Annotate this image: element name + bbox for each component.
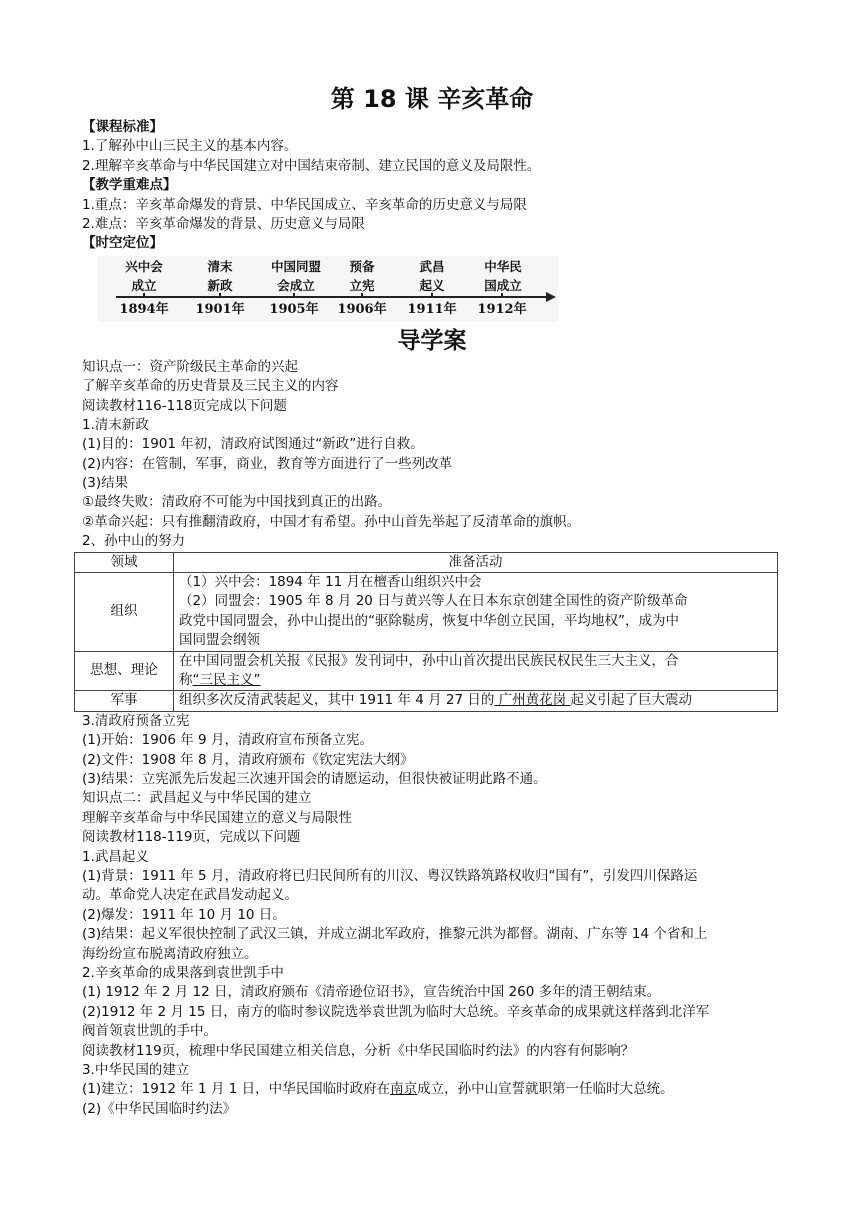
- fill-in-answer: 南京: [390, 1081, 418, 1098]
- fill-in-answer: “三民主义”: [192, 672, 261, 689]
- section-line: 阅读教材119页，梳理中华民国建立相关信息，分析《中华民国临时约法》的内容有何影响？: [82, 1042, 635, 1059]
- section-line: [82, 1080, 782, 1099]
- key-point-item: 1.重点：辛亥革命爆发的背景、中华民国成立、辛亥革命的历史意义与局限: [82, 196, 527, 213]
- table-field-cell: 组织: [75, 573, 174, 652]
- section-line: 海纷纷宣布脱离清政府独立。: [82, 945, 258, 962]
- section-line: (1)背景：1911 年 5 月，清政府将已归民间所有的川汉、粤汉铁路筑路权收归“国有”，引发四川保路运: [82, 868, 698, 885]
- section-line: 3.中华民国的建立: [82, 1061, 190, 1078]
- cell-text: 组织多次反清武装起义，其中 1911 年 4 月 27 日的: [179, 692, 495, 709]
- table-content-cell: [174, 651, 778, 691]
- timeline-event-label: 预备 立宪: [349, 258, 375, 293]
- section-line: (3)结果：立宪派先后发起三次速开国会的请愿运动，但很快被证明此路不通。: [82, 771, 547, 788]
- cell-line: （2）同盟会：1905 年 8 月 20 日与黄兴等人在日本东京创建全国性的资产阶级革命: [179, 593, 688, 610]
- section-line: (2)爆发：1911 年 10 月 10 日。: [82, 906, 286, 923]
- timeline-event-label: 清末 新政: [207, 258, 233, 293]
- section-line: 阀首领袁世凯的手中。: [82, 1023, 217, 1040]
- table-header-row: [75, 552, 778, 572]
- section-line: 1.武昌起义: [82, 848, 149, 865]
- key-points-heading: 【教学重难点】: [82, 177, 177, 194]
- key-point-item: 2.难点：辛亥革命爆发的背景、历史意义与局限: [82, 215, 365, 232]
- line-text: (1)建立：1912 年 1 月 1 日，中华民国临时政府在: [82, 1081, 391, 1098]
- section-line: (2)《中华民国临时约法》: [82, 1100, 237, 1117]
- section-line: (2)内容：在管制，军事，商业，教育等方面进行了一些列改革: [82, 455, 453, 472]
- section-line: ②革命兴起：只有推翻清政府，中国才有希望。孙中山首先举起了反清革命的旗帜。: [82, 513, 581, 530]
- timeline-heading: 【时空定位】: [82, 235, 163, 252]
- timeline-figure: [98, 256, 558, 322]
- cell-line: 国同盟会纲领: [179, 632, 260, 649]
- timeline-year: 1905年: [269, 301, 319, 317]
- section-line: 动。革命党人决定在武昌发动起义。: [82, 887, 298, 904]
- line-text: 成立，孙中山宣誓就职第一任临时大总统。: [417, 1081, 674, 1098]
- section-line: (1)目的：1901 年初，清政府试图通过“新政”进行自救。: [82, 436, 424, 453]
- cell-line: 政党中国同盟会，孙中山提出的“驱除鞑虏，恢复中华创立民国，平均地权”，成为中: [179, 612, 679, 629]
- section-two: [82, 712, 782, 1119]
- timeline-year: 1894年: [119, 301, 169, 317]
- sun-efforts-table: [74, 552, 778, 712]
- section-line: 知识点一：资产阶级民主革命的兴起: [82, 358, 298, 375]
- cell-line: [179, 671, 772, 690]
- section-line: 阅读教材116-118页完成以下问题: [82, 397, 287, 414]
- section-line: 知识点二：武昌起义与中华民国的建立: [82, 790, 312, 807]
- timeline-event-label: 兴中会 成立: [125, 258, 163, 293]
- section-line: 2.辛亥革命的成果落到袁世凯手中: [82, 964, 284, 981]
- timeline-year: 1906年: [337, 301, 387, 317]
- section-line: (1) 1912 年 2 月 12 日，清政府颁布《清帝逊位诏书》，宣告统治中国 260 多年的清王朝结束。: [82, 984, 661, 1001]
- cell-text: 起义引起了巨大震动: [570, 692, 692, 709]
- section-line: 1.清末新政: [82, 416, 149, 433]
- page-title: 第 18 课 辛亥革命: [330, 85, 534, 113]
- table-content-cell: [174, 691, 778, 711]
- table-row: [75, 651, 778, 691]
- section-line: (1)开始：1906 年 9 月，清政府宣布预备立宪。: [82, 732, 373, 749]
- timeline-year: 1912年: [477, 301, 527, 317]
- curriculum-heading: 【课程标准】: [82, 119, 163, 135]
- timeline-event-label: 中国同盟 会成立: [270, 258, 321, 293]
- timeline-year: 1901年: [195, 301, 245, 317]
- section-line: 理解辛亥革命与中华民国建立的意义与局限性: [82, 809, 352, 826]
- table-field-cell: 思想、理论: [75, 651, 174, 691]
- section-line: (3)结果：起义军很快控制了武汉三镇，并成立湖北军政府，推黎元洪为都督。湖南、广东等 14 个省和上: [82, 926, 708, 943]
- cell-text: 称: [179, 672, 193, 689]
- section-line: 了解辛亥革命的历史背景及三民主义的内容: [82, 378, 339, 395]
- timeline-event-label: 武昌 起义: [419, 258, 445, 293]
- timeline-event-label: 中华民 国成立: [484, 258, 522, 293]
- table-header-cell: 准备活动: [174, 552, 778, 572]
- timeline-year: 1911年: [407, 301, 457, 317]
- table-row: [75, 573, 778, 652]
- table-header-cell: 领域: [75, 552, 174, 572]
- curriculum-item: 1.了解孙中山三民主义的基本内容。: [82, 138, 298, 155]
- table-content-cell: [174, 573, 778, 652]
- section-line: 阅读教材118-119页，完成以下问题: [82, 829, 301, 846]
- section-line: 2、孙中山的努力: [82, 533, 186, 550]
- document-page: [82, 82, 782, 1119]
- table-row: [75, 691, 778, 711]
- section-line: ①最终失败：清政府不可能为中国找到真正的出路。: [82, 494, 392, 511]
- cell-line: 在中国同盟会机关报《民报》发刊词中，孙中山首次提出民族民权民生三大主义，合: [179, 652, 679, 669]
- section-line: 3.清政府预备立宪: [82, 712, 190, 729]
- section-line: (2)1912 年 2 月 15 日，南方的临时参议院选举袁世凯为临时大总统。辛亥革命的成果就这样落到北洋军: [82, 1003, 710, 1020]
- section-one: [82, 358, 782, 552]
- section-line: (3)结果: [82, 475, 129, 492]
- guide-title: 导学案: [397, 327, 467, 354]
- curriculum-item: 2.理解辛亥革命与中华民国建立对中国结束帝制、建立民国的意义及局限性。: [82, 157, 541, 174]
- fill-in-answer: 广州黄花岗: [494, 692, 571, 709]
- cell-line: （1）兴中会：1894 年 11 月在檀香山组织兴中会: [179, 574, 482, 591]
- section-line: (2)文件：1908 年 8 月，清政府颁布《钦定宪法大纲》: [82, 751, 414, 768]
- table-field-cell: 军事: [75, 691, 174, 711]
